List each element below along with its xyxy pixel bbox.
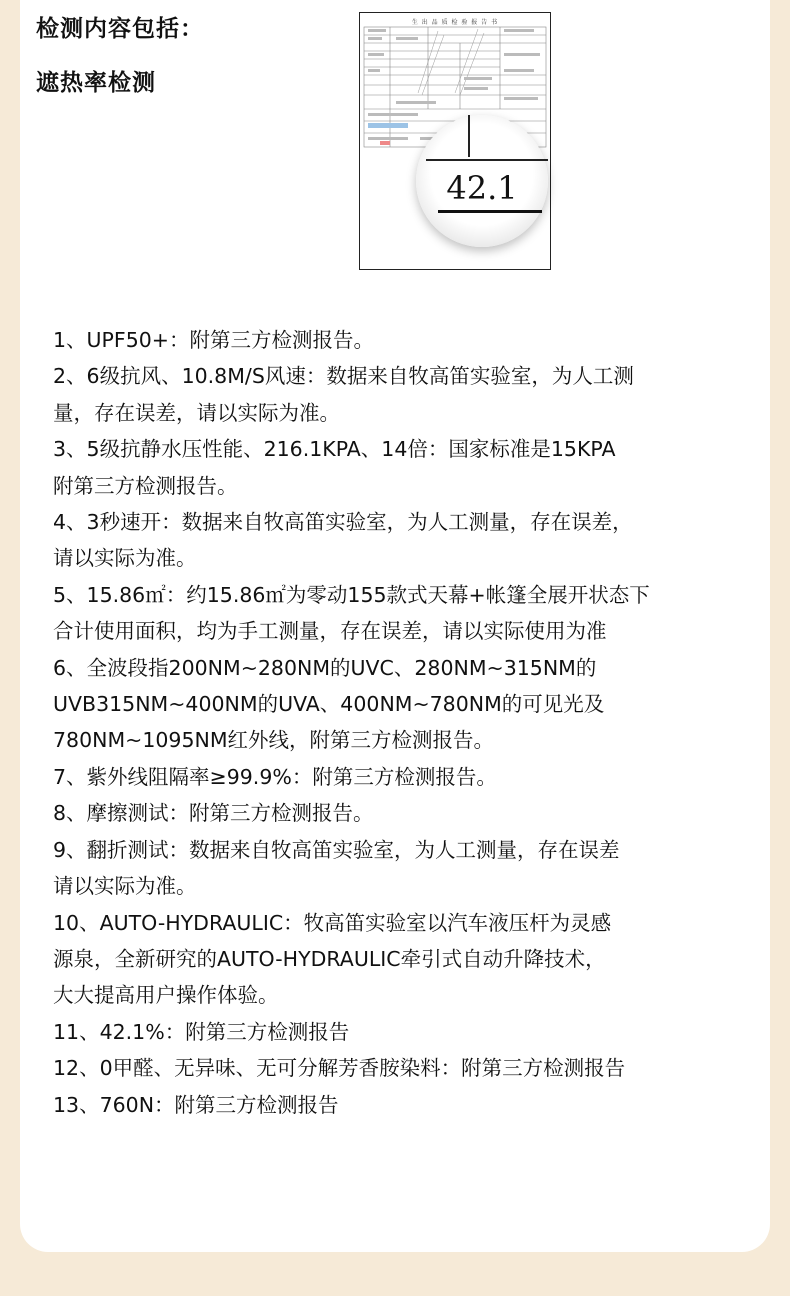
- list-item: 10、AUTO-HYDRAULIC：牧高笛实验室以汽车液压杆为灵感 源泉，全新研究的AUTO-HYDRAULIC牵引式自动升降技术， 大大提高用户操作体验。: [53, 910, 612, 1008]
- list-item: 2、6级抗风、10.8M/S风速：数据来自牧高笛实验室，为人工测 量，存在误差，请以实际为准。: [53, 364, 634, 425]
- report-title: 生 出 品 质 检 验 报 告 书: [411, 19, 499, 26]
- test-report-image: [359, 12, 551, 270]
- list-item: 13、760N：附第三方检测报告: [53, 1092, 339, 1117]
- test-items-list: [53, 322, 763, 1123]
- magnifier-circle: [416, 115, 548, 247]
- list-item: 7、紫外线阻隔率≥99.9%：附第三方检测报告。: [53, 764, 497, 789]
- list-item: 4、3秒速开：数据来自牧高笛实验室，为人工测量，存在误差， 请以实际为准。: [53, 510, 633, 571]
- content-card: [20, 0, 770, 1252]
- list-item: 1、UPF50+：附第三方检测报告。: [53, 328, 374, 352]
- list-item: 9、翻折测试：数据来自牧高笛实验室，为人工测量，存在误差 请以实际为准。: [53, 837, 620, 899]
- section-heading: 检测内容包括：: [36, 16, 204, 42]
- list-item: 8、摩擦测试：附第三方检测报告。: [53, 801, 374, 826]
- list-item: 5、15.86㎡：约15.86㎡为零动155款式天幕+帐篷全展开状态下 合计使用面积，均为手工测量，存在误差，请以实际使用为准: [53, 582, 650, 644]
- magnifier-line: [438, 210, 542, 213]
- list-item: 3、5级抗静水压性能、216.1KPA、14倍：国家标准是15KPA 附第三方检测报告。: [53, 437, 616, 498]
- magnified-value: 42.1: [446, 169, 518, 207]
- list-item: 11、42.1%：附第三方检测报告: [53, 1019, 350, 1044]
- list-item: 6、全波段指200NM~280NM的UVC、280NM~315NM的 UVB315NM~400NM的UVA、400NM~780NM的可见光及 780NM~1095NM红外线，附第三方检测报告。: [53, 655, 605, 753]
- magnifier-line: [426, 159, 548, 161]
- magnifier-line: [468, 115, 470, 157]
- section-subheading: 遮热率检测: [36, 70, 156, 96]
- list-item: 12、0甲醛、无异味、无可分解芳香胺染料：附第三方检测报告: [53, 1056, 626, 1081]
